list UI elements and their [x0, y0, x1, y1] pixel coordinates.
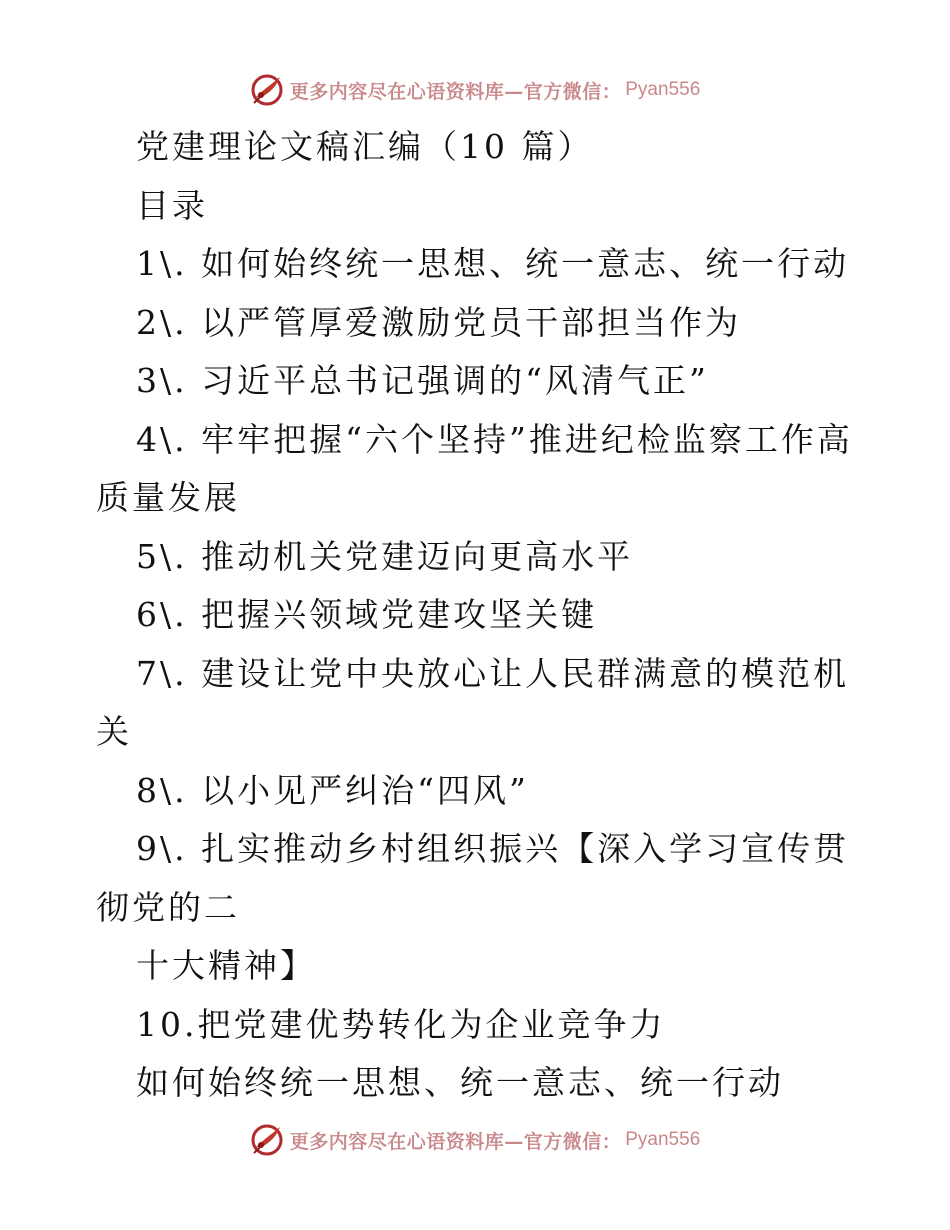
toc-item-1: 1\. 如何始终统一思想、统一意志、统一行动: [136, 244, 850, 283]
watermark-text: 更多内容尽在心语资料库—官方微信：: [289, 80, 622, 103]
footer-watermark: [0, 1120, 950, 1160]
toc-heading: 目录: [136, 185, 208, 225]
toc-item-4: 4\. 牢牢把握“六个坚持”推进纪检监察工作高质量发展: [96, 419, 853, 517]
toc-item-8: 8\. 以小见严纠治“四风”: [136, 770, 529, 810]
toc-item-10: 10.把党建优势转化为企业竞争力: [136, 1004, 666, 1044]
toc-item-6: 6\. 把握兴领域党建攻坚关键: [136, 595, 598, 634]
header-watermark: [0, 70, 950, 110]
toc-item-7: 7\. 建设让党中央放心让人民群满意的模范机关: [96, 653, 850, 751]
watermark-wechat-id: Pyan556: [625, 79, 701, 100]
toc-item-2: 2\. 以严管厚爱激励党员干部担当作为: [136, 302, 742, 342]
toc-item-5: 5\. 推动机关党建迈向更高水平: [136, 536, 634, 576]
document-title: 党建理论文稿汇编（10 篇）: [136, 127, 594, 166]
watermark-text: 更多内容尽在心语资料库—官方微信：: [289, 1130, 622, 1153]
toc-item-9: 9\. 扎实推动乡村组织振兴【深入学习宣传贯彻党的二: [96, 829, 850, 927]
toc-item-3: 3\. 习近平总书记强调的“风清气正”: [136, 361, 709, 400]
watermark-wechat-id: Pyan556: [625, 1129, 701, 1150]
document-body: [96, 118, 856, 1113]
quill-pen-logo-icon: [250, 73, 284, 107]
quill-pen-logo-icon: [250, 1123, 284, 1157]
toc-item-9-continued: 十大精神】: [136, 946, 316, 985]
section-heading: 如何始终统一思想、统一意志、统一行动: [136, 1063, 784, 1102]
